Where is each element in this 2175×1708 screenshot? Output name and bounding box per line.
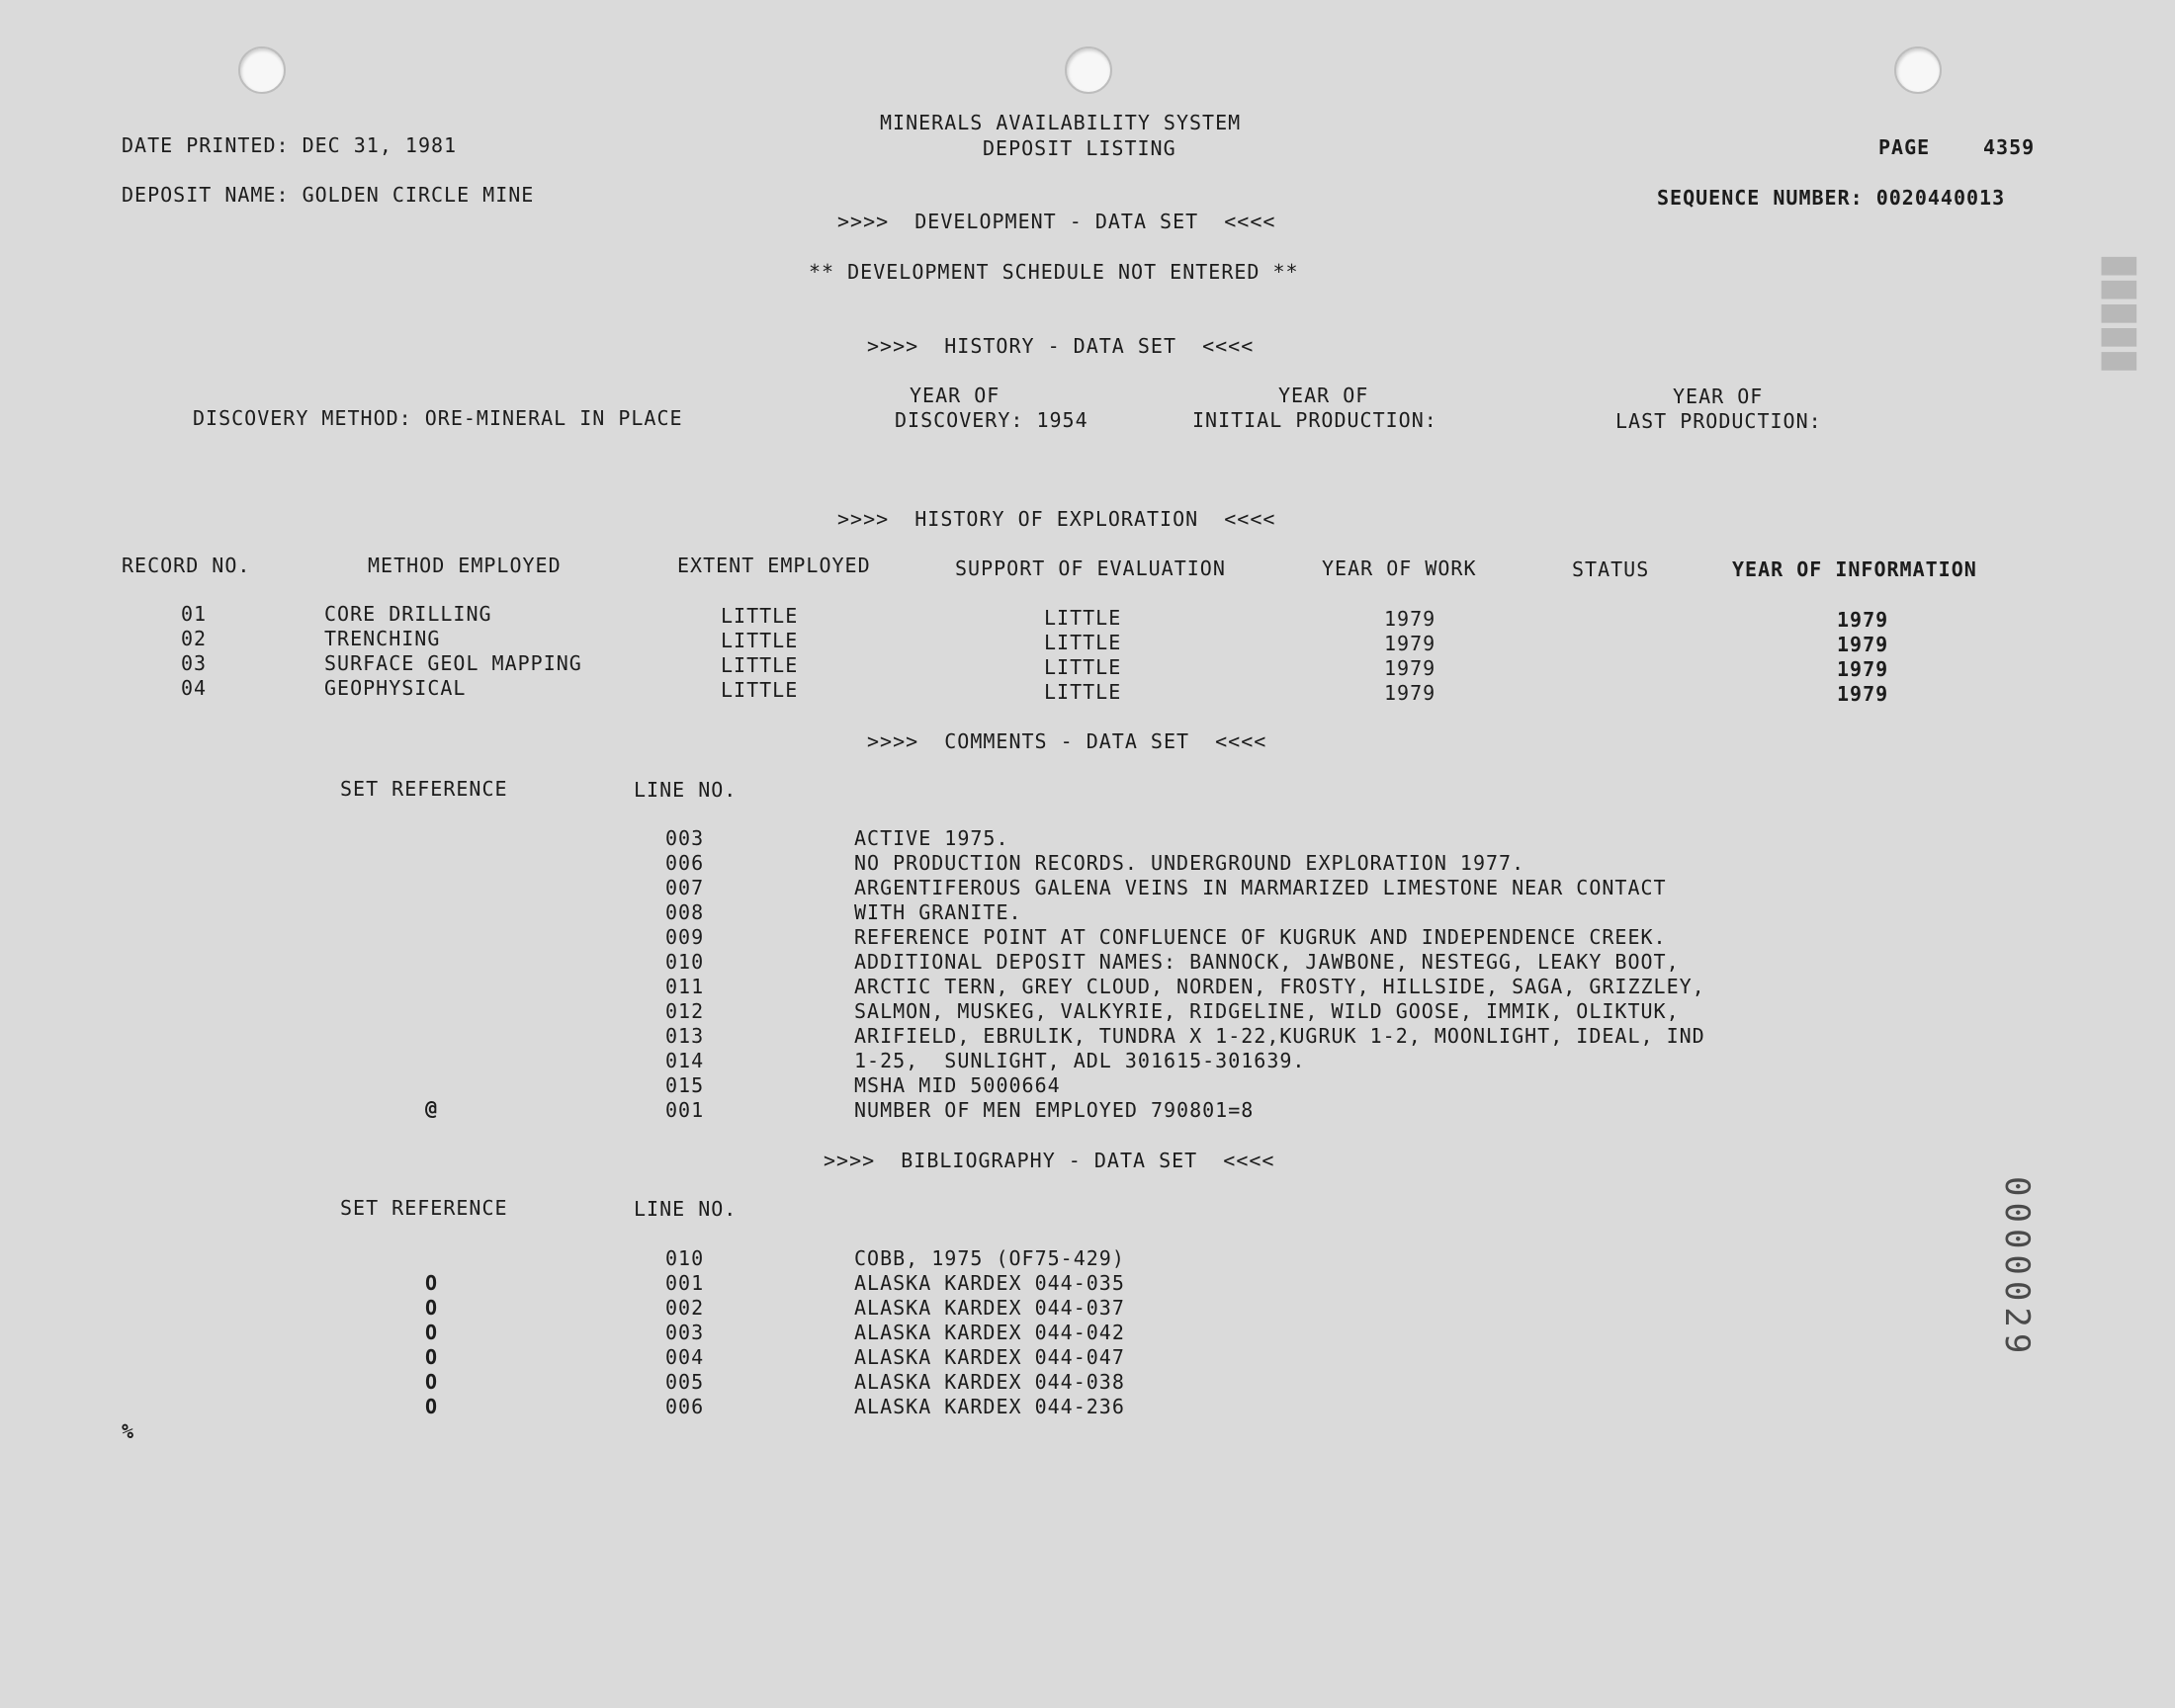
table-row-year-info: 1979 (1837, 657, 1889, 681)
table-row-method: TRENCHING (324, 627, 441, 650)
list-item-text: ALASKA KARDEX 044-236 (854, 1395, 1125, 1418)
table-row-record: 04 (181, 676, 208, 700)
list-item-text: COBB, 1975 (OF75-429) (854, 1246, 1125, 1270)
table-row-method: CORE DRILLING (324, 602, 492, 626)
list-item-set-reference: O (425, 1321, 439, 1344)
list-item-line: 010 (665, 1246, 705, 1270)
table-row-year-info: 1979 (1837, 682, 1889, 706)
discovery-method: DISCOVERY METHOD: ORE-MINERAL IN PLACE (193, 406, 683, 430)
list-item-text: ALASKA KARDEX 044-038 (854, 1370, 1125, 1394)
comments-set-reference-label: SET REFERENCE (340, 777, 508, 801)
system-title: MINERALS AVAILABILITY SYSTEM (880, 111, 1242, 134)
list-item-text: WITH GRANITE. (854, 900, 1022, 924)
list-item-line: 006 (665, 851, 705, 875)
list-item-set-reference: @ (425, 1096, 439, 1120)
date-printed: DATE PRINTED: DEC 31, 1981 (122, 133, 458, 157)
table-row-extent: LITTLE (721, 678, 799, 702)
page-label: PAGE (1878, 135, 1931, 159)
list-item-line: 002 (665, 1296, 705, 1320)
table-row-method: GEOPHYSICAL (324, 676, 467, 700)
exploration-heading: >>>> HISTORY OF EXPLORATION <<<< (837, 507, 1276, 531)
table-row-year-work: 1979 (1384, 607, 1436, 631)
list-item-text: ALASKA KARDEX 044-035 (854, 1271, 1125, 1295)
list-item-set-reference: O (425, 1395, 439, 1418)
list-item-line: 003 (665, 1321, 705, 1344)
list-item-line: 010 (665, 950, 705, 974)
list-item-text: ADDITIONAL DEPOSIT NAMES: BANNOCK, JAWBONE, NESTEGG, LEAKY BOOT, (854, 950, 1680, 974)
table-row-method: SURFACE GEOL MAPPING (324, 651, 582, 675)
bibliography-heading: >>>> BIBLIOGRAPHY - DATA SET <<<< (824, 1149, 1275, 1172)
col-record-no: RECORD NO. (122, 554, 251, 577)
table-row-support: LITTLE (1044, 655, 1122, 679)
list-item-text: 1-25, SUNLIGHT, ADL 301615-301639. (854, 1049, 1306, 1072)
table-row-support: LITTLE (1044, 606, 1122, 630)
table-row-extent: LITTLE (721, 653, 799, 677)
list-item-text: ALASKA KARDEX 044-037 (854, 1296, 1125, 1320)
sequence-number: SEQUENCE NUMBER: 0020440013 (1657, 186, 2006, 210)
table-row-year-info: 1979 (1837, 608, 1889, 632)
comments-heading: >>>> COMMENTS - DATA SET <<<< (867, 729, 1267, 753)
bibliography-set-reference-label: SET REFERENCE (340, 1196, 508, 1220)
list-item-line: 015 (665, 1073, 705, 1097)
col-support-of-evaluation: SUPPORT OF EVALUATION (955, 556, 1226, 580)
page-number: 4359 (1983, 135, 2036, 159)
punch-hole-right (1894, 46, 1942, 94)
col-status: STATUS (1572, 557, 1650, 581)
punch-hole-center (1065, 46, 1112, 94)
list-item-line: 011 (665, 975, 705, 998)
deposit-name: DEPOSIT NAME: GOLDEN CIRCLE MINE (122, 183, 535, 207)
col-method-employed: METHOD EMPLOYED (368, 554, 562, 577)
list-item-line: 005 (665, 1370, 705, 1394)
listing-title: DEPOSIT LISTING (983, 136, 1176, 160)
development-note: ** DEVELOPMENT SCHEDULE NOT ENTERED ** (809, 260, 1299, 284)
list-item-text: MSHA MID 5000664 (854, 1073, 1061, 1097)
list-item-text: ARIFIELD, EBRULIK, TUNDRA X 1-22,KUGRUK 1-2, MOONLIGHT, IDEAL, IND (854, 1024, 1705, 1048)
table-row-extent: LITTLE (721, 604, 799, 628)
list-item-line: 001 (665, 1271, 705, 1295)
punch-hole-left (238, 46, 286, 94)
list-item-text: NUMBER OF MEN EMPLOYED 790801=8 (854, 1098, 1255, 1122)
history-heading: >>>> HISTORY - DATA SET <<<< (867, 334, 1255, 358)
history-year-of-label: YEAR OF (1673, 384, 1764, 408)
list-item-line: 008 (665, 900, 705, 924)
list-item-line: 007 (665, 876, 705, 899)
history-year-of-label: YEAR OF (910, 384, 1000, 407)
col-year-of-information: YEAR OF INFORMATION (1732, 557, 1977, 581)
list-item-set-reference: O (425, 1271, 439, 1295)
comments-line-no-label: LINE NO. (634, 778, 738, 802)
list-item-text: NO PRODUCTION RECORDS. UNDERGROUND EXPLORATION 1977. (854, 851, 1525, 875)
list-item-line: 014 (665, 1049, 705, 1072)
list-item-text: ARGENTIFEROUS GALENA VEINS IN MARMARIZED LIMESTONE NEAR CONTACT (854, 876, 1667, 899)
edge-stamp-faint: █████ (2101, 257, 2135, 377)
table-row-year-info: 1979 (1837, 633, 1889, 656)
list-item-text: REFERENCE POINT AT CONFLUENCE OF KUGRUK AND INDEPENDENCE CREEK. (854, 925, 1667, 949)
list-item-set-reference: O (425, 1370, 439, 1394)
footer-mark: % (122, 1419, 135, 1443)
list-item-text: ALASKA KARDEX 044-047 (854, 1345, 1125, 1369)
edge-stamp: 0000029 (1997, 1176, 2037, 1360)
list-item-text: SALMON, MUSKEG, VALKYRIE, RIDGELINE, WILD GOOSE, IMMIK, OLIKTUK, (854, 999, 1680, 1023)
table-row-year-work: 1979 (1384, 656, 1436, 680)
list-item-line: 003 (665, 826, 705, 850)
list-item-line: 004 (665, 1345, 705, 1369)
history-year-of-label: YEAR OF (1278, 384, 1369, 407)
table-row-record: 03 (181, 651, 208, 675)
list-item-line: 009 (665, 925, 705, 949)
col-year-of-work: YEAR OF WORK (1322, 556, 1477, 580)
discovery-year: DISCOVERY: 1954 (895, 408, 1088, 432)
list-item-line: 013 (665, 1024, 705, 1048)
development-heading: >>>> DEVELOPMENT - DATA SET <<<< (837, 210, 1276, 233)
table-row-extent: LITTLE (721, 629, 799, 652)
last-production: LAST PRODUCTION: (1615, 409, 1822, 433)
table-row-year-work: 1979 (1384, 632, 1436, 655)
col-extent-employed: EXTENT EMPLOYED (677, 554, 871, 577)
initial-production: INITIAL PRODUCTION: (1192, 408, 1437, 432)
table-row-year-work: 1979 (1384, 681, 1436, 705)
bibliography-line-no-label: LINE NO. (634, 1197, 738, 1221)
table-row-record: 02 (181, 627, 208, 650)
list-item-text: ACTIVE 1975. (854, 826, 1009, 850)
list-item-line: 012 (665, 999, 705, 1023)
table-row-support: LITTLE (1044, 631, 1122, 654)
table-row-record: 01 (181, 602, 208, 626)
list-item-set-reference: O (425, 1296, 439, 1320)
list-item-line: 006 (665, 1395, 705, 1418)
list-item-text: ALASKA KARDEX 044-042 (854, 1321, 1125, 1344)
table-row-support: LITTLE (1044, 680, 1122, 704)
list-item-set-reference: O (425, 1345, 439, 1369)
list-item-text: ARCTIC TERN, GREY CLOUD, NORDEN, FROSTY, HILLSIDE, SAGA, GRIZZLEY, (854, 975, 1705, 998)
list-item-line: 001 (665, 1098, 705, 1122)
